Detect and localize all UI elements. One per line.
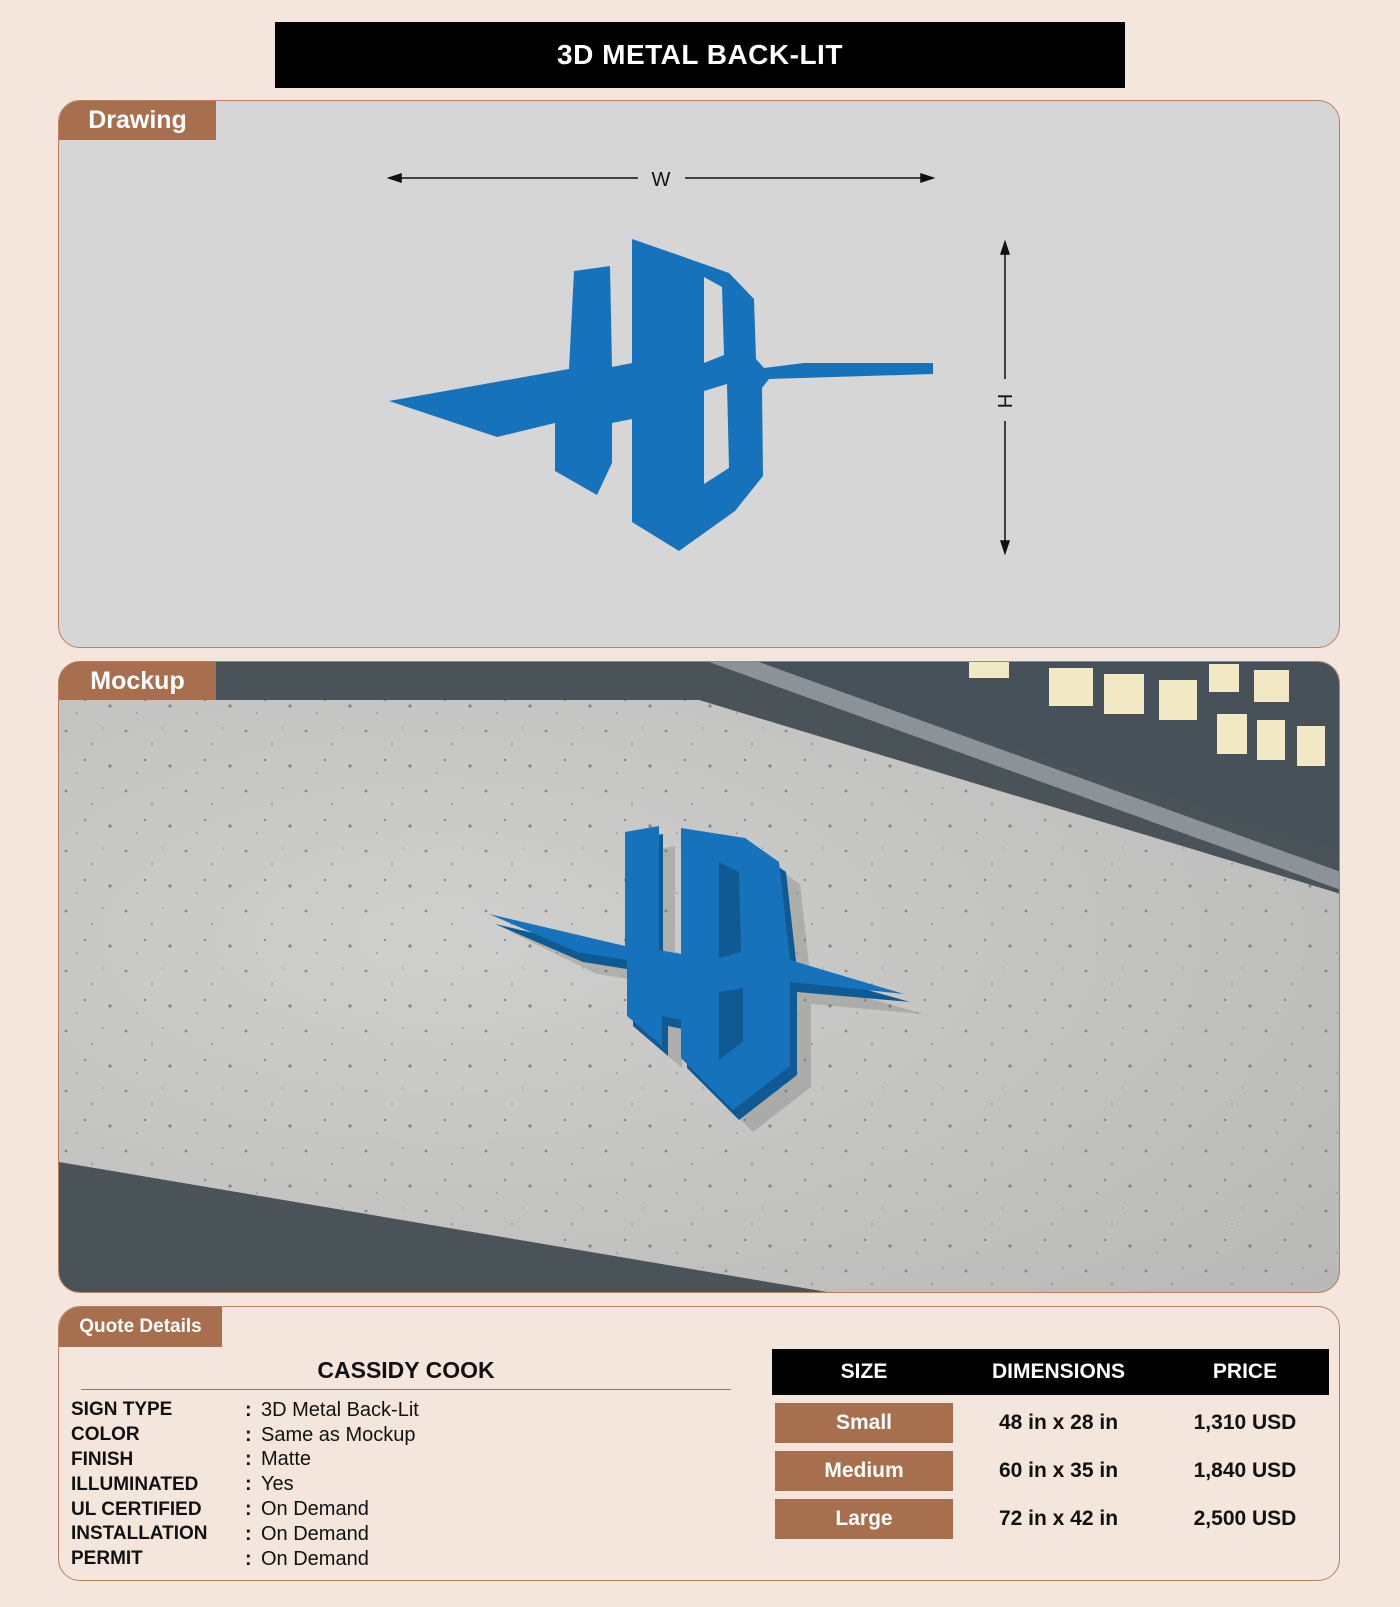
- quote-details-tab: [59, 1307, 222, 1347]
- spec-label: FINISH: [71, 1448, 134, 1470]
- spec-row-permit: [71, 1547, 419, 1572]
- spec-value: Matte: [261, 1448, 312, 1471]
- mockup-tab: [59, 662, 216, 700]
- header-size: SIZE: [840, 1360, 888, 1383]
- spec-colon: :: [245, 1498, 252, 1521]
- spec-colon: :: [245, 1398, 252, 1421]
- price-row-small: [772, 1399, 1329, 1447]
- spec-row-finish: [71, 1448, 419, 1473]
- spec-value: Same as Mockup: [261, 1423, 416, 1446]
- price-cell: 1,840 USD: [1193, 1459, 1297, 1482]
- spec-row-illuminated: [71, 1472, 419, 1497]
- price-cell: 1,310 USD: [1193, 1411, 1297, 1434]
- spec-colon: :: [245, 1522, 252, 1545]
- spec-row-installation: [71, 1522, 419, 1547]
- width-label: W: [651, 169, 671, 191]
- mockup-image: [59, 662, 1340, 1293]
- size-chip: Large: [775, 1499, 953, 1539]
- spec-label: INSTALLATION: [71, 1523, 208, 1545]
- price-table-header: [772, 1349, 1329, 1395]
- header-dimensions: DIMENSIONS: [991, 1360, 1125, 1383]
- spec-row-ul-certified: [71, 1497, 419, 1522]
- page-title-text: 3D METAL BACK-LIT: [557, 39, 843, 70]
- price-row-large: [772, 1495, 1329, 1543]
- spec-colon: :: [245, 1547, 252, 1570]
- spec-row-color: [71, 1423, 419, 1448]
- mockup-tab-label: Mockup: [90, 666, 185, 695]
- price-table: [772, 1349, 1329, 1543]
- page-title: [275, 22, 1125, 88]
- spec-colon: :: [245, 1473, 252, 1496]
- spec-value: On Demand: [261, 1547, 369, 1570]
- drawing-canvas: [59, 101, 1340, 648]
- quote-details-tab-label: Quote Details: [79, 1316, 202, 1337]
- spec-label: PERMIT: [71, 1548, 143, 1570]
- drawing-tab-label: Drawing: [88, 106, 187, 134]
- spec-colon: :: [245, 1423, 252, 1446]
- spec-colon: :: [245, 1448, 252, 1471]
- spec-value: On Demand: [261, 1522, 369, 1545]
- size-chip: Small: [775, 1403, 953, 1443]
- size-chip: Medium: [775, 1451, 953, 1491]
- spec-label: ILLUMINATED: [71, 1473, 199, 1495]
- customer-name: CASSIDY COOK: [317, 1357, 495, 1383]
- spec-value: 3D Metal Back-Lit: [261, 1398, 419, 1421]
- mockup-panel: [58, 661, 1340, 1293]
- customer-name-divider: [81, 1389, 731, 1390]
- height-label: H: [993, 393, 1015, 409]
- spec-label: SIGN TYPE: [71, 1399, 173, 1421]
- dimensions-cell: 72 in x 42 in: [998, 1507, 1119, 1530]
- quote-details-panel: [58, 1306, 1340, 1581]
- spec-value: Yes: [261, 1473, 294, 1496]
- dimensions-cell: 60 in x 35 in: [998, 1459, 1119, 1482]
- drawing-panel: [58, 100, 1340, 648]
- price-row-medium: [772, 1447, 1329, 1495]
- header-price: PRICE: [1212, 1360, 1278, 1383]
- drawing-tab: [59, 101, 216, 140]
- spec-value: On Demand: [261, 1498, 369, 1521]
- hb-monogram-logo: [389, 239, 933, 551]
- dimensions-cell: 48 in x 28 in: [998, 1411, 1119, 1434]
- spec-list: [71, 1398, 419, 1572]
- spec-label: COLOR: [71, 1424, 140, 1446]
- spec-row-sign-type: [71, 1398, 419, 1423]
- price-cell: 2,500 USD: [1193, 1507, 1297, 1530]
- spec-label: UL CERTIFIED: [71, 1498, 202, 1520]
